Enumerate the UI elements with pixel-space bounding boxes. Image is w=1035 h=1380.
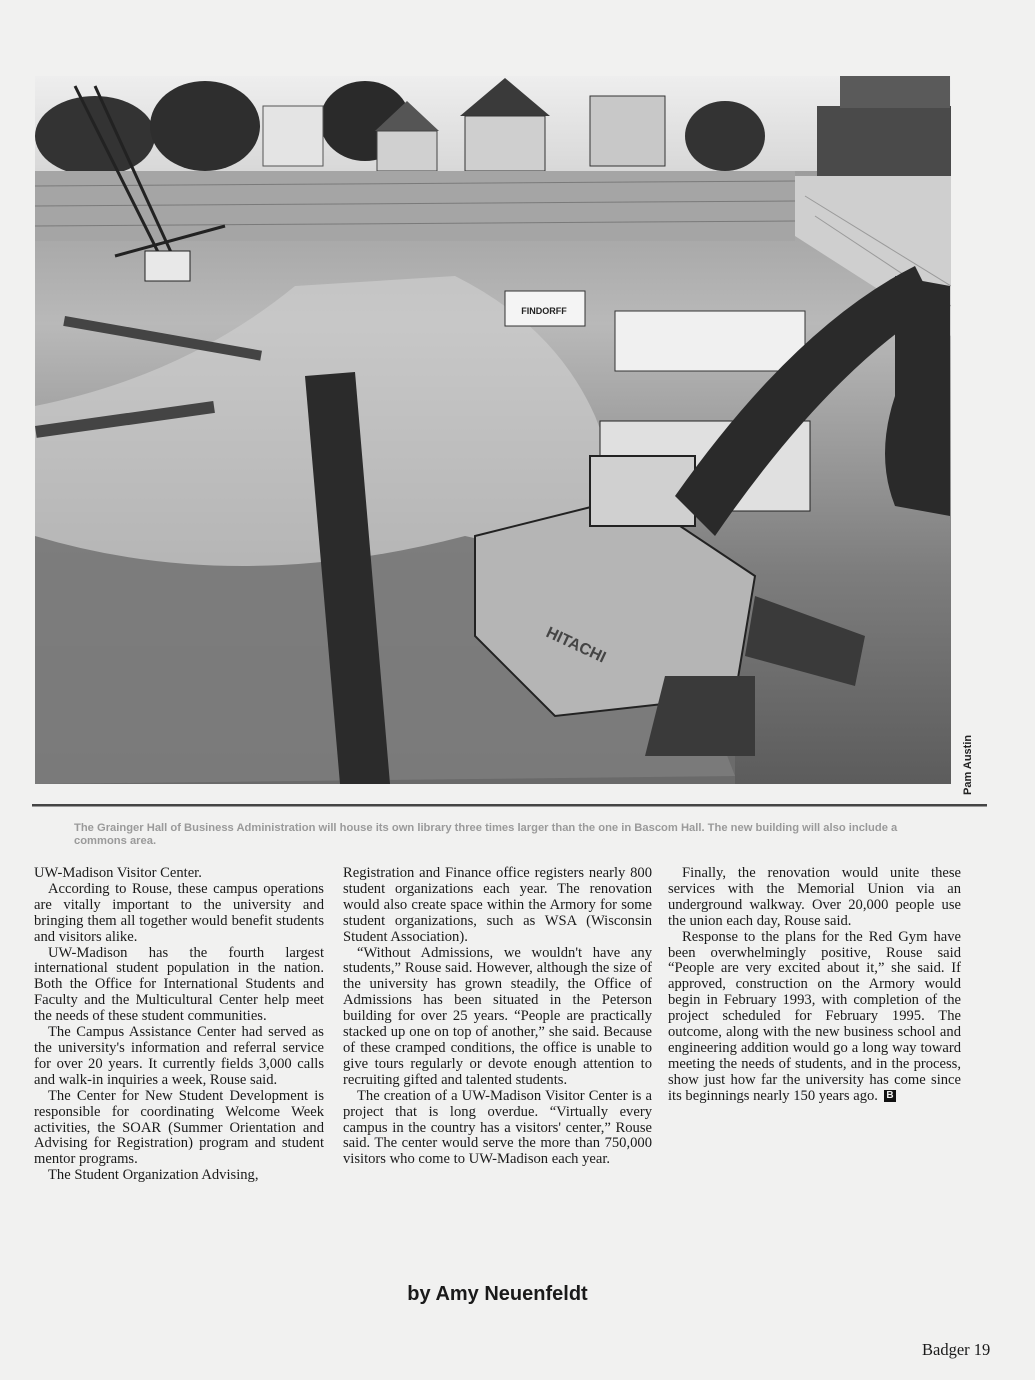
paragraph: Finally, the renovation would unite these services with the Memorial Union via an underground walkway. Over 20,000 people use the union each day, Rouse said. bbox=[668, 865, 961, 929]
caption-divider bbox=[32, 804, 987, 807]
page-folio: Badger 19 bbox=[922, 1340, 991, 1359]
paragraph: According to Rouse, these campus operations are vitally important to the university and bringing them all together would benefit students and visitors alike. bbox=[34, 880, 324, 945]
construction-site-photo-icon bbox=[35, 76, 951, 784]
paragraph: The Center for New Student Development is responsible for coordinating Welcome Week activities, the SOAR (Summer Orientation and Advising for Registration) program and student mentor programs. bbox=[34, 1087, 324, 1168]
article-column-3 bbox=[668, 866, 961, 1105]
paragraph: UW-Madison has the fourth largest international student population in the nation. Both the Office for International Students and Faculty and the Multicultural Center help meet the needs of these student communities. bbox=[34, 944, 324, 1025]
hitachi-label: HITACHI bbox=[543, 624, 609, 667]
paragraph-text: Response to the plans for the Red Gym have been overwhelmingly positive, Rouse said “People are very excited about it,” she said. If approved, construction on the Armory would begin in February 1993, with completion of the project scheduled for February 1995. The outcome, along with the new business school and engineering addition would go a long way toward meeting the needs of students, and in the process, show just how far the university has come since its beginnings nearly 150 years ago. bbox=[668, 928, 961, 1104]
paragraph: The creation of a UW-Madison Visitor Center is a project that is long overdue. “Virtually every campus in the country has a visitors' center,” Rouse said. The center would serve the more than 750,000 visitors who come to UW-Madison each year. bbox=[343, 1087, 652, 1168]
article-column-1 bbox=[34, 866, 324, 1184]
article-column-2 bbox=[343, 866, 652, 1168]
end-mark-icon: B bbox=[884, 1090, 896, 1102]
paragraph bbox=[668, 930, 961, 1105]
paragraph: The Student Organization Advising, bbox=[48, 1167, 259, 1184]
paragraph: “Without Admissions, we wouldn't have any students,” Rouse said. However, although the size of the university has grown steadily, the Office of Admissions has been situated in the Peterson building for over 25 years. “People are practically stacked up one on top of another,” she said. Because of these cramped conditions, the office is unable to give tours regularly or devote enough attention to recruiting gifted and talented students. bbox=[343, 944, 652, 1088]
byline: by Amy Neuenfeldt bbox=[407, 1283, 588, 1305]
paragraph: UW-Madison Visitor Center. bbox=[34, 865, 202, 881]
paragraph: The Campus Assistance Center had served as the university's information and referral service for over 20 years. It currently fields 3,000 calls and walk-in inquiries a week, Rouse said. bbox=[34, 1024, 324, 1088]
photo-caption: The Grainger Hall of Business Administration will house its own library three times larger than the one in Bascom Hall. The new building will also include a commons area. bbox=[74, 822, 898, 847]
construction-photo bbox=[35, 76, 951, 784]
paragraph: Registration and Finance office registers nearly 800 student organizations each year. The renovation would also create space within the Armory for some student organizations, such as WSA (Wisconsin Student Association). bbox=[343, 865, 652, 945]
photo-credit: Pam Austin bbox=[962, 734, 974, 795]
findorff-sign: FINDORFF bbox=[521, 306, 567, 316]
